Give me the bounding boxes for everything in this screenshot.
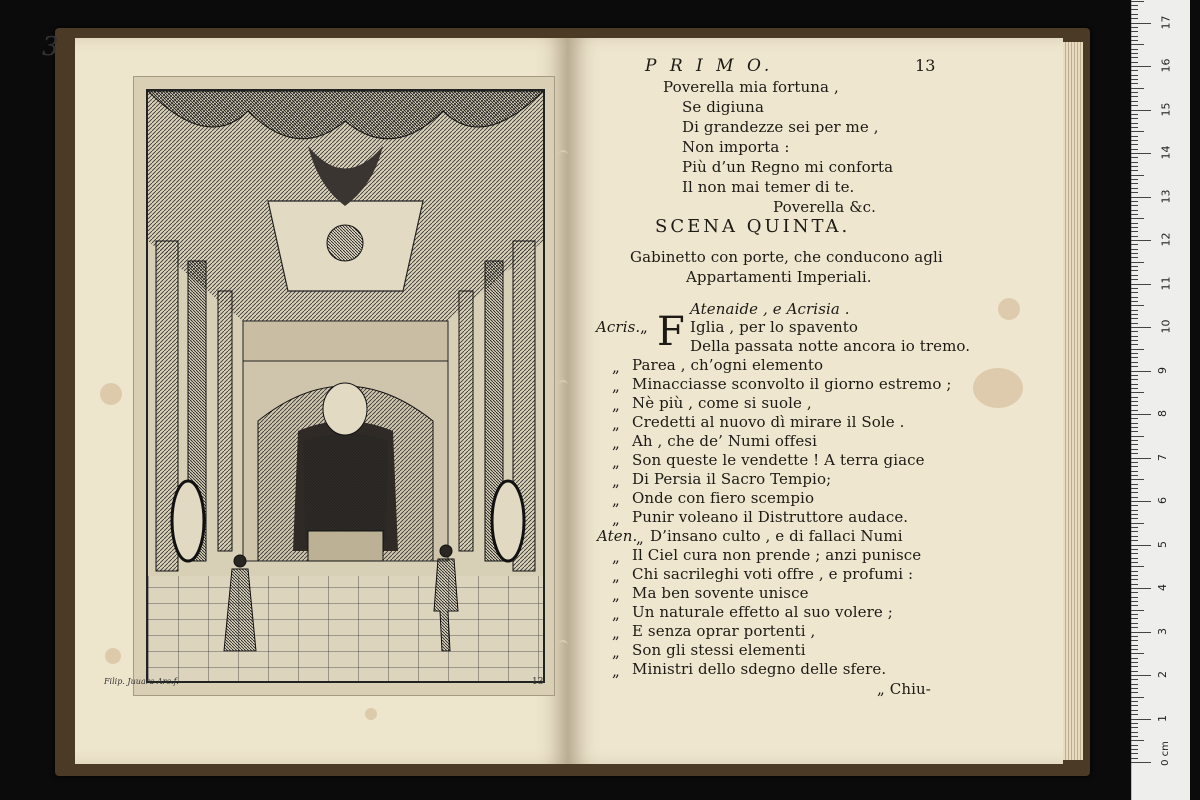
- ruler-tick: [1131, 305, 1144, 306]
- ruler-tick: [1131, 201, 1138, 202]
- ruler-tick: [1131, 423, 1138, 424]
- ruler-tick: [1131, 762, 1151, 763]
- dialogue-line: Ministri dello sdegno delle sfere.: [632, 660, 887, 678]
- ruler-number: 7: [1156, 453, 1169, 461]
- ruler-tick: [1131, 127, 1138, 128]
- ruler-tick: [1131, 462, 1138, 463]
- speaker-label: Acris.: [596, 318, 641, 336]
- ruler-tick: [1131, 249, 1138, 250]
- ruler-tick: [1131, 253, 1138, 254]
- ruler-tick: [1131, 566, 1144, 567]
- ruler-tick: [1131, 440, 1138, 441]
- ruler-tick: [1131, 466, 1138, 467]
- ruler-tick: [1131, 384, 1138, 385]
- ruler-tick: [1131, 671, 1138, 672]
- ruler-number: 11: [1159, 276, 1173, 290]
- ruler-tick: [1131, 66, 1151, 67]
- page-number: 13: [915, 56, 936, 75]
- ruler-tick: [1131, 92, 1138, 93]
- ruler-tick: [1131, 88, 1144, 89]
- ruler-tick: [1131, 679, 1138, 680]
- ruler-tick: [1131, 627, 1138, 628]
- ruler-tick: [1131, 523, 1144, 524]
- ruler-tick: [1131, 723, 1138, 724]
- ruler-tick: [1131, 553, 1138, 554]
- ruler-tick: [1131, 323, 1138, 324]
- ruler-tick: [1131, 701, 1138, 702]
- ruler-tick: [1131, 340, 1138, 341]
- ruler-number: 3: [1156, 627, 1169, 635]
- song-line: Il non mai temer di te.: [682, 178, 855, 196]
- ruler-tick: [1131, 579, 1138, 580]
- ruler-tick: [1131, 288, 1138, 289]
- ruler-tick: [1131, 179, 1138, 180]
- ruler-tick: [1131, 601, 1138, 602]
- ruler-tick: [1131, 231, 1138, 232]
- ruler-tick: [1131, 149, 1138, 150]
- dialogue-line: Onde con fiero scempio: [632, 489, 815, 507]
- ruler-tick: [1131, 362, 1138, 363]
- ruler-tick: [1131, 414, 1151, 415]
- ruler-tick: [1131, 597, 1138, 598]
- ruler-tick: [1131, 666, 1138, 667]
- ruler-number: 5: [1156, 540, 1169, 548]
- ruler-tick: [1131, 753, 1138, 754]
- ruler-tick: [1131, 510, 1138, 511]
- ruler-tick: [1131, 236, 1138, 237]
- ruler-tick: [1131, 653, 1144, 654]
- ruler-tick: [1131, 427, 1138, 428]
- ruler-tick: [1131, 540, 1138, 541]
- ruler-tick: [1131, 636, 1138, 637]
- dialogue-line: Un naturale effetto al suo volere ;: [632, 603, 893, 621]
- ruler-tick: [1131, 705, 1138, 706]
- ruler-tick: [1131, 223, 1138, 224]
- ruler-tick: [1131, 662, 1138, 663]
- ruler-tick: [1131, 257, 1138, 258]
- ruler-tick: [1131, 136, 1138, 137]
- ruler-tick: [1131, 562, 1138, 563]
- ruler-unit-label: 0 cm: [1159, 741, 1171, 766]
- ruler-tick: [1131, 614, 1138, 615]
- ruler-tick: [1131, 218, 1144, 219]
- ruler-tick: [1131, 710, 1138, 711]
- ruler-tick: [1131, 123, 1138, 124]
- ruler-number: 15: [1159, 102, 1173, 116]
- ruler-tick: [1131, 719, 1151, 720]
- scene-title: SCENA QUINTA.: [655, 216, 851, 237]
- ruler-number: 10: [1159, 319, 1173, 334]
- ruler-tick: [1131, 162, 1138, 163]
- page-edges: [1063, 42, 1083, 760]
- ruler-tick: [1131, 632, 1151, 633]
- ruler-tick: [1131, 453, 1138, 454]
- ruler-tick: [1131, 623, 1138, 624]
- ruler-tick: [1131, 344, 1138, 345]
- ruler-tick: [1131, 353, 1138, 354]
- binding-stitch: [558, 640, 568, 650]
- scene-characters: Atenaide , e Acrisia .: [690, 300, 850, 318]
- foxing-spot: [105, 648, 121, 664]
- dialogue-line: E senza oprar portenti ,: [632, 622, 816, 640]
- ruler-tick: [1131, 357, 1138, 358]
- ruler-tick: [1131, 23, 1151, 24]
- foxing-spot: [365, 708, 377, 720]
- ruler-tick: [1131, 36, 1138, 37]
- ruler-tick: [1131, 114, 1138, 115]
- ruler-tick: [1131, 592, 1138, 593]
- ruler-tick: [1131, 375, 1138, 376]
- ruler-tick: [1131, 57, 1138, 58]
- ruler-tick: [1131, 575, 1138, 576]
- foxing-spot: [998, 298, 1020, 320]
- ruler-tick: [1131, 170, 1138, 171]
- ruler-tick: [1131, 458, 1151, 459]
- speaker-label: Aten.: [597, 527, 638, 545]
- ruler-tick: [1131, 310, 1138, 311]
- ruler-tick: [1131, 388, 1138, 389]
- dialogue-line: Minacciasse sconvolto il giorno estremo ;: [632, 375, 952, 393]
- ruler-tick: [1131, 40, 1138, 41]
- ruler-tick: [1131, 175, 1144, 176]
- ruler-number: 14: [1159, 145, 1173, 160]
- engraving-credit: Filip. Juuara Arc.f.: [104, 677, 179, 686]
- binding-stitch: [558, 380, 568, 390]
- ruler-tick: [1131, 675, 1151, 676]
- dialogue-line: Parea , ch’ogni elemento: [632, 356, 824, 374]
- ruler-tick: [1131, 266, 1138, 267]
- ruler-tick: [1131, 732, 1138, 733]
- ruler-tick: [1131, 131, 1144, 132]
- ruler-tick: [1131, 79, 1138, 80]
- ruler-tick: [1131, 366, 1138, 367]
- ruler-tick: [1131, 284, 1151, 285]
- ruler-tick: [1131, 658, 1138, 659]
- ruler-tick: [1131, 331, 1138, 332]
- ruler-tick: [1131, 27, 1138, 28]
- ruler-tick: [1131, 479, 1144, 480]
- handwritten-number: 3: [42, 32, 59, 62]
- ruler-tick: [1131, 745, 1138, 746]
- dialogue-line: Nè più , come si suole ,: [632, 394, 812, 412]
- ruler-tick: [1131, 18, 1138, 19]
- ruler-tick: [1131, 371, 1151, 372]
- dialogue-line: Punir voleano il Distruttore audace.: [632, 508, 909, 526]
- ruler-tick: [1131, 105, 1138, 106]
- ruler-tick: [1131, 14, 1138, 15]
- dialogue-line: Ma ben sovente unisce: [632, 584, 809, 602]
- ruler-number: 13: [1159, 189, 1173, 203]
- ruler-number: 12: [1159, 232, 1173, 247]
- ruler-tick: [1131, 727, 1138, 728]
- song-line: Poverella mia fortuna ,: [663, 78, 839, 96]
- ruler-tick: [1131, 349, 1144, 350]
- ruler-tick: [1131, 275, 1138, 276]
- ruler-number: 1: [1156, 714, 1169, 722]
- dialogue-line: Il Ciel cura non prende ; anzi punisce: [632, 546, 922, 564]
- ruler-tick: [1131, 401, 1138, 402]
- ruler-tick: [1131, 49, 1138, 50]
- binding-stitch: [558, 150, 568, 160]
- song-refrain: Poverella &c.: [773, 198, 877, 216]
- ruler-tick: [1131, 431, 1138, 432]
- ruler-tick: [1131, 214, 1138, 215]
- ruler-tick: [1131, 62, 1138, 63]
- ruler-number: 9: [1156, 366, 1169, 374]
- ruler-tick: [1131, 240, 1151, 241]
- dialogue-line: D’insano culto , e di fallaci Numi: [650, 527, 903, 545]
- catchword: „ Chiu-: [877, 680, 931, 698]
- ruler-tick: [1131, 436, 1144, 437]
- ruler-tick: [1131, 31, 1138, 32]
- plate-number: 13: [532, 677, 544, 687]
- ruler-tick: [1131, 83, 1138, 84]
- ruler-tick: [1131, 397, 1138, 398]
- ruler-tick: [1131, 5, 1138, 6]
- ruler-tick: [1131, 527, 1138, 528]
- dialogue-line: Son gli stessi elementi: [632, 641, 806, 659]
- ruler-tick: [1131, 118, 1138, 119]
- ruler-tick: [1131, 205, 1138, 206]
- ruler-tick: [1131, 270, 1138, 271]
- ruler-tick: [1131, 605, 1138, 606]
- ruler-tick: [1131, 188, 1138, 189]
- dialogue-line: Della passata notte ancora io tremo.: [690, 337, 971, 355]
- ruler-tick: [1131, 297, 1138, 298]
- ruler-tick: [1131, 558, 1138, 559]
- ruler-tick: [1131, 53, 1138, 54]
- ruler-tick: [1131, 140, 1138, 141]
- ruler-tick: [1131, 492, 1138, 493]
- dialogue-line: Ah , che de’ Numi offesi: [632, 432, 817, 450]
- ruler-tick: [1131, 449, 1138, 450]
- ruler-tick: [1131, 518, 1138, 519]
- engraving-plate: [133, 76, 555, 696]
- ruler-tick: [1131, 292, 1138, 293]
- ruler-tick: [1131, 410, 1138, 411]
- ruler-tick: [1131, 610, 1144, 611]
- stage-direction: Appartamenti Imperiali.: [686, 268, 872, 286]
- stage-direction: Gabinetto con porte, che conducono agli: [630, 248, 943, 266]
- ruler-tick: [1131, 684, 1138, 685]
- dialogue-line: Di Persia il Sacro Tempio;: [632, 470, 832, 488]
- ruler-tick: [1131, 740, 1144, 741]
- ruler-tick: [1131, 444, 1138, 445]
- ruler-tick: [1131, 758, 1138, 759]
- ruler-tick: [1131, 192, 1138, 193]
- ruler-number: 8: [1156, 410, 1169, 417]
- ruler-tick: [1131, 183, 1138, 184]
- ruler-tick: [1131, 692, 1138, 693]
- ruler-tick: [1131, 514, 1138, 515]
- ruler-tick: [1131, 640, 1138, 641]
- song-line: Di grandezze sei per me ,: [682, 118, 879, 136]
- ruler-tick: [1131, 314, 1138, 315]
- dialogue-line: Son queste le vendette ! A terra giace: [632, 451, 925, 469]
- ruler-tick: [1131, 262, 1144, 263]
- ruler-tick: [1131, 475, 1138, 476]
- ruler-tick: [1131, 70, 1138, 71]
- ruler-tick: [1131, 327, 1151, 328]
- ruler-tick: [1131, 227, 1138, 228]
- ruler-tick: [1131, 471, 1138, 472]
- ruler-tick: [1131, 101, 1138, 102]
- ruler-number: 4: [1156, 584, 1169, 591]
- ruler-tick: [1131, 736, 1138, 737]
- dialogue-line: Chi sacrileghi voti offre , e profumi :: [632, 565, 914, 583]
- foxing-spot: [973, 368, 1023, 408]
- drop-cap: F: [657, 309, 685, 355]
- ruler-number: 16: [1159, 58, 1173, 73]
- ruler-tick: [1131, 545, 1151, 546]
- ruler-tick: [1131, 153, 1151, 154]
- ruler-tick: [1131, 584, 1138, 585]
- ruler-tick: [1131, 392, 1144, 393]
- ruler-tick: [1131, 497, 1138, 498]
- ruler-tick: [1131, 110, 1151, 111]
- ruler-tick: [1131, 405, 1138, 406]
- foxing-spot: [100, 383, 122, 405]
- ruler-tick: [1131, 44, 1144, 45]
- ruler-tick: [1131, 488, 1138, 489]
- ruler-tick: [1131, 749, 1138, 750]
- ruler-tick: [1131, 688, 1138, 689]
- ruler-tick: [1131, 144, 1138, 145]
- ruler-tick: [1131, 166, 1138, 167]
- ruler-tick: [1131, 301, 1138, 302]
- ruler-tick: [1131, 501, 1151, 502]
- ruler-tick: [1131, 531, 1138, 532]
- ruler-number: 2: [1156, 671, 1169, 678]
- song-line: Non importa :: [682, 138, 790, 156]
- ruler-tick: [1131, 618, 1138, 619]
- theatre-scene-engraving: [146, 89, 545, 683]
- song-line: Più d’un Regno mi conforta: [682, 158, 894, 176]
- ruler-number: 6: [1156, 497, 1169, 504]
- measurement-ruler: [1131, 0, 1190, 800]
- song-line: Se digiuna: [682, 98, 764, 116]
- ruler-tick: [1131, 318, 1138, 319]
- ruler-tick: [1131, 75, 1138, 76]
- ruler-tick: [1131, 157, 1138, 158]
- ruler-tick: [1131, 96, 1138, 97]
- ruler-tick: [1131, 379, 1138, 380]
- ruler-tick: [1131, 588, 1151, 589]
- running-header: P R I M O.: [645, 56, 774, 76]
- ruler-tick: [1131, 484, 1138, 485]
- ruler-tick: [1131, 197, 1151, 198]
- ruler-tick: [1131, 9, 1138, 10]
- ruler-tick: [1131, 536, 1138, 537]
- ruler-tick: [1131, 336, 1138, 337]
- ruler-tick: [1131, 1, 1144, 2]
- ruler-tick: [1131, 418, 1138, 419]
- dialogue-line: Credetti al nuovo dì mirare il Sole .: [632, 413, 905, 431]
- ruler-tick: [1131, 697, 1144, 698]
- ruler-tick: [1131, 714, 1138, 715]
- ruler-tick: [1131, 571, 1138, 572]
- ruler-tick: [1131, 649, 1138, 650]
- ruler-tick: [1131, 279, 1138, 280]
- ruler-tick: [1131, 210, 1138, 211]
- ruler-tick: [1131, 244, 1138, 245]
- ruler-number: 17: [1159, 15, 1173, 29]
- ruler-tick: [1131, 645, 1138, 646]
- dialogue-line: Iglia , per lo spavento: [690, 318, 858, 336]
- ruler-tick: [1131, 505, 1138, 506]
- ruler-tick: [1131, 549, 1138, 550]
